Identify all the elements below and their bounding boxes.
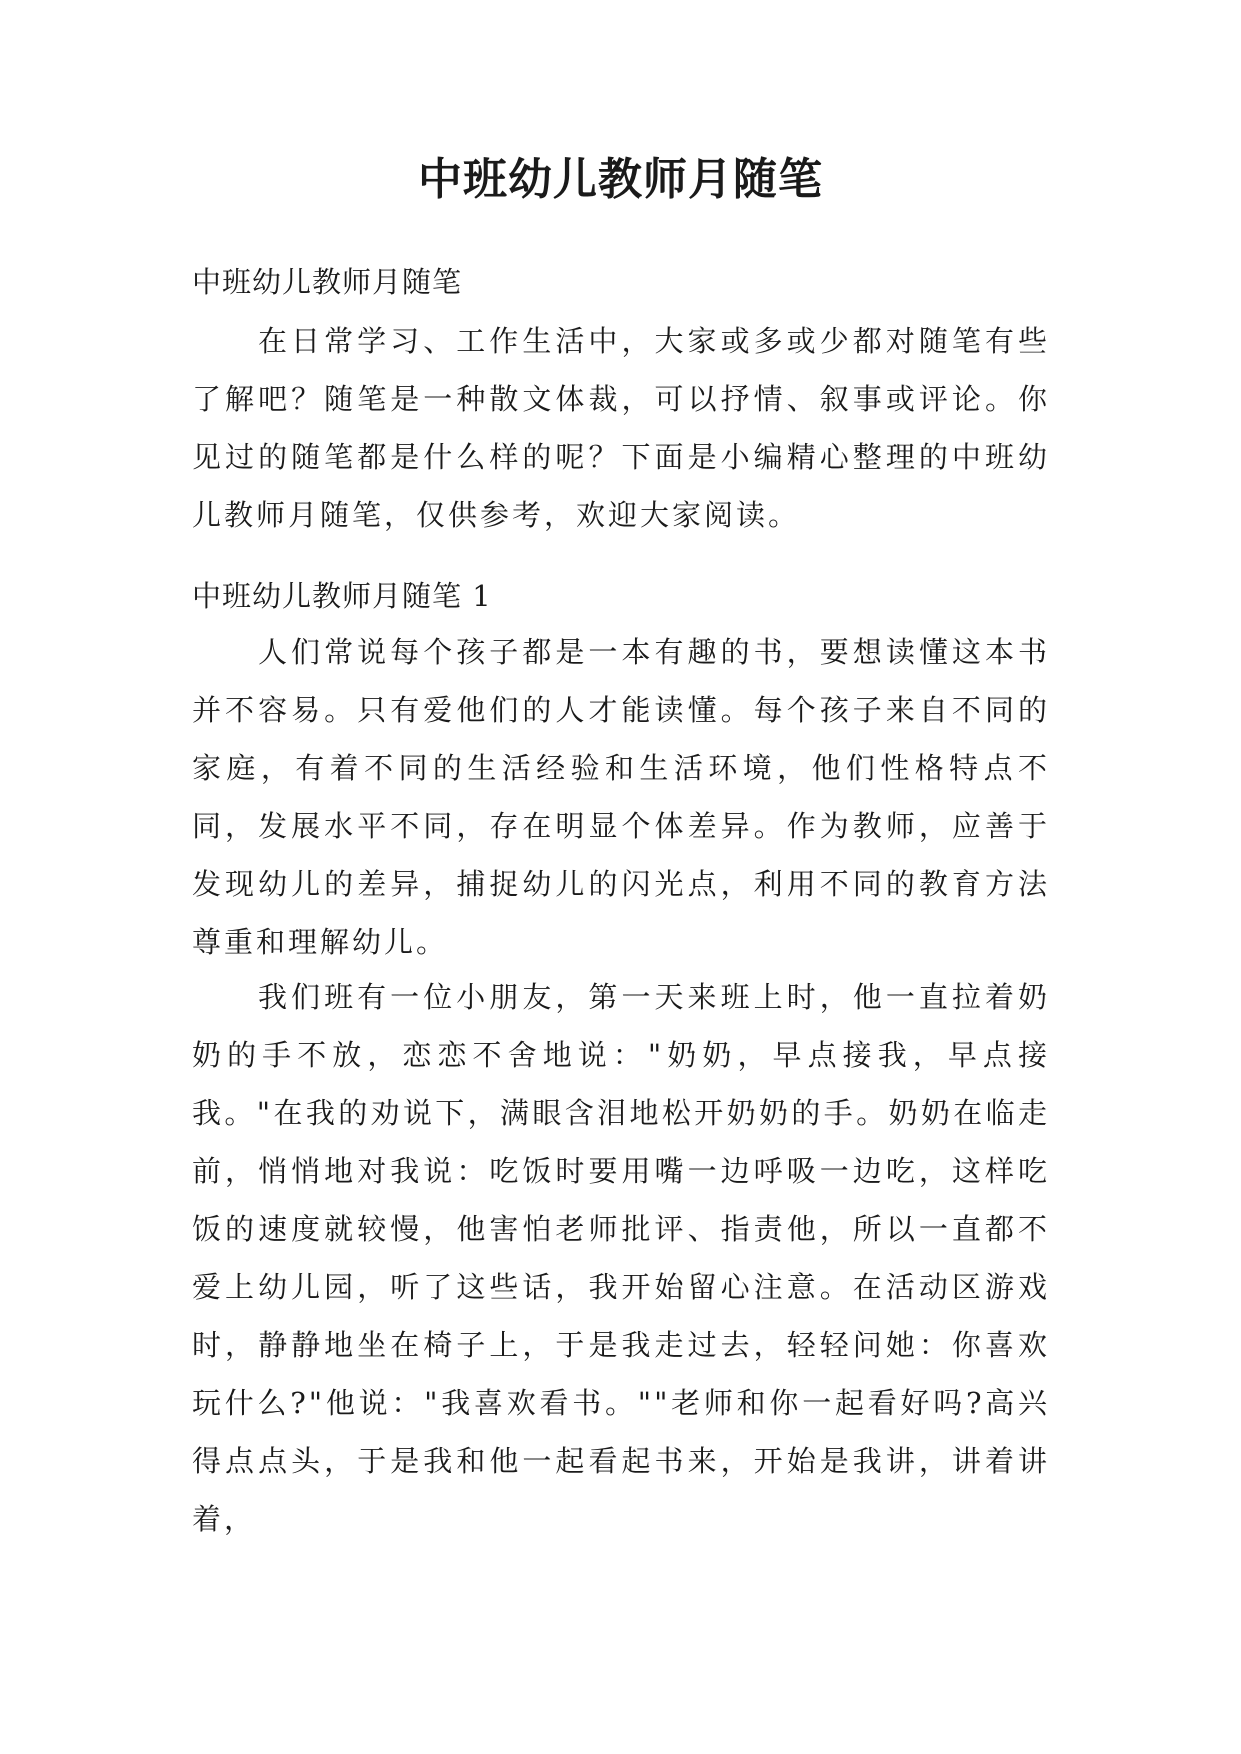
section-heading-1: 中班幼儿教师月随笔 1 [192, 579, 492, 613]
paragraph-2: 我们班有一位小朋友，第一天来班上时，他一直拉着奶奶的手不放，恋恋不舍地说："奶奶，早点接我，早点接我。"在我的劝说下，满眼含泪地松开奶奶的手。奶奶在临走前，悄悄地对我说：吃饭时要用嘴一边呼吸一边吃，这样吃饭的速度就较慢，他害怕老师批评、指责他，所以一直都不爱上幼儿园，听了这些话，我开始留心注意。在活动区游戏时，静静地坐在椅子上，于是我走过去，轻轻问她：你喜欢玩什么?"他说："我喜欢看书。""老师和你一起看好吗?高兴得点点头，于是我和他一起看起书来，开始是我讲，讲着讲着， [192, 980, 1050, 1536]
paragraph-1: 人们常说每个孩子都是一本有趣的书，要想读懂这本书并不容易。只有爱他们的人才能读懂。每个孩子来自不同的家庭，有着不同的生活经验和生活环境，他们性格特点不同，发展水平不同，存在明显个体差异。作为教师，应善于发现幼儿的差异，捕捉幼儿的闪光点，利用不同的教育方法尊重和理解幼儿。 [192, 635, 1050, 959]
document-title: 中班幼儿教师月随笔 [418, 154, 823, 205]
section-heading: 中班幼儿教师月随笔 [192, 265, 463, 299]
paragraph-intro: 在日常学习、工作生活中，大家或多或少都对随笔有些了解吧？随笔是一种散文体裁，可以抒情、叙事或评论。你见过的随笔都是什么样的呢？下面是小编精心整理的中班幼儿教师月随笔，仅供参考，欢迎大家阅读。 [192, 324, 1050, 532]
